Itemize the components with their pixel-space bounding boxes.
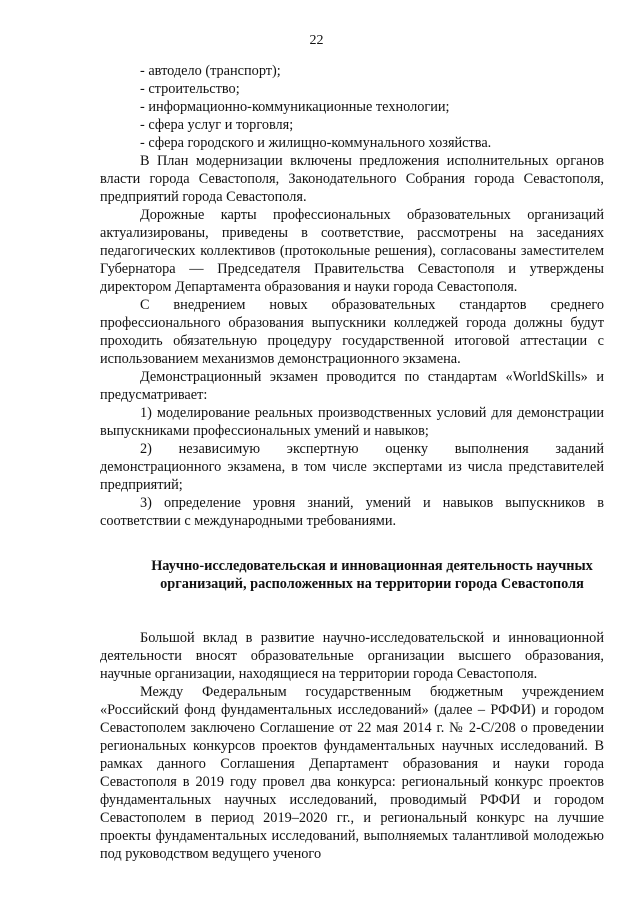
numbered-item-3: 3) определение уровня знаний, умений и навыков выпускников в соответствии с международными требованиями. (100, 495, 604, 529)
list-item: - информационно-коммуникационные технологии; (140, 99, 450, 115)
paragraph-rffi-agreement: Между Федеральным государственным бюджетным учреждением «Российский фонд фундаментальных исследований» (далее – РФФИ) и городом Севастополем заключено Соглашение от 22 мая 2014 г. № 2-С/208 о проведении региональных конкурсов проектов фундаментальных научных исследований. В рамках данного Соглашения Департамент образования и науки города Севастополя в 2019 году провел два конкурса: региональный конкурс проектов фундаментальных научных исследований, проводимый РФФИ и городом Севастополем в период 2019–2020 гг., и региональный конкурс на лучшие проекты фундаментальных исследований, выполняемых талантливой молодежью под руководством ведущего ученого (100, 684, 604, 862)
paragraph-demo-exam: Демонстрационный экзамен проводится по стандартам «WorldSkills» и предусматривает: (100, 369, 604, 403)
document-body (100, 62, 604, 863)
list-item: - сфера услуг и торговля; (140, 117, 294, 133)
paragraph-plan-modernization: В План модернизации включены предложения исполнительных органов власти города Севастополя, Законодательного Собрания города Севастополя, предприятий города Севастополя. (100, 153, 604, 205)
section-heading: Научно-исследовательская и инновационная деятельность научных организаций, расположенных на территории города Севастополя (151, 558, 593, 592)
paragraph-roadmaps: Дорожные карты профессиональных образовательных организаций актуализированы, приведены в соответствие, рассмотрены на заседаниях педагогических коллективов (протокольные решения), согласованы заместителем Губернатора — Председателя Правительства Севастополя и утверждены директором Департамента образования и науки города Севастополя. (100, 207, 604, 295)
numbered-item-1: 1) моделирование реальных производственных условий для демонстрации выпускниками профессиональных умений и навыков; (100, 405, 604, 439)
list-item: - строительство; (140, 81, 240, 97)
paragraph-new-standards: С внедрением новых образовательных стандартов среднего профессионального образования выпускники колледжей города должны будут проходить обязательную процедуру государственной итоговой аттестации с использованием механизмов демонстрационного экзамена. (100, 297, 604, 367)
list-item: - автодело (транспорт); (140, 63, 281, 79)
numbered-item-2: 2) независимую экспертную оценку выполнения заданий демонстрационного экзамена, в том числе экспертами из числа представителей предприятий; (100, 441, 604, 493)
list-item: - сфера городского и жилищно-коммунального хозяйства. (140, 135, 492, 151)
paragraph-contribution: Большой вклад в развитие научно-исследовательской и инновационной деятельности вносят образовательные организации высшего образования, научные организации, находящиеся на территории города Севастополя. (100, 630, 604, 682)
page-number: 22 (309, 33, 324, 48)
